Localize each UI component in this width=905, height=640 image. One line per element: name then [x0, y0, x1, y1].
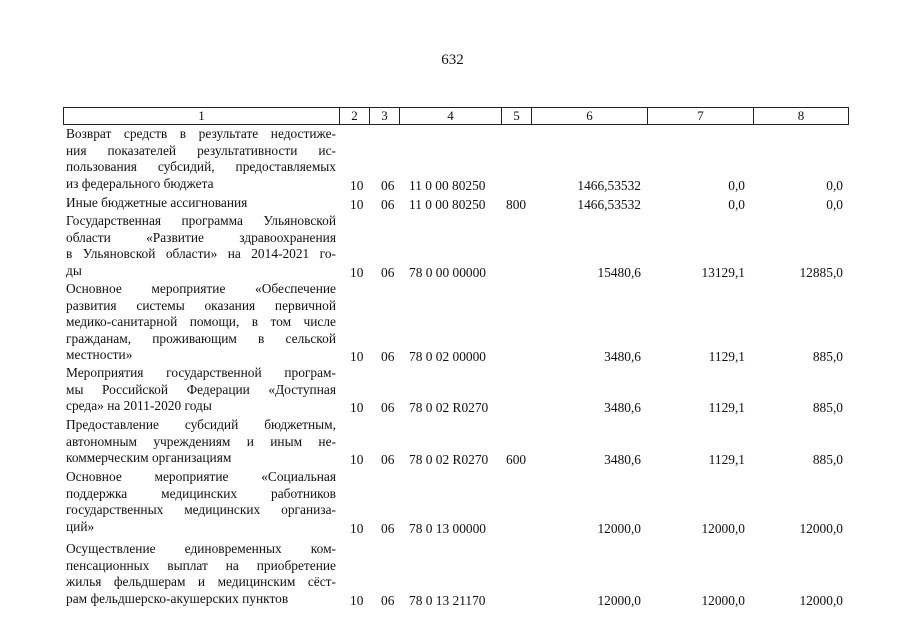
description-line: Предоставление субсидий бюджетным,: [66, 417, 336, 432]
cell-c3: 06: [381, 349, 395, 365]
row-description: [66, 417, 336, 467]
row-description: [66, 541, 336, 607]
description-line: Возврат средств в результате недостиже-: [66, 126, 336, 141]
cell-c3: 06: [381, 177, 395, 193]
cell-c4: 11 0 00 80250: [409, 177, 486, 193]
description-line: Основное мероприятие «Обеспечение: [66, 281, 336, 296]
cell-c7: 1129,1: [708, 452, 745, 468]
cell-c8: 885,0: [812, 400, 843, 416]
description-line: ния показателей результативности ис-: [66, 142, 336, 158]
cell-c3: 06: [381, 264, 395, 280]
description-line: в Ульяновской области» на 2014-2021 го-: [66, 246, 336, 262]
cell-c4: 78 0 13 21170: [409, 592, 486, 608]
description-line: медико-санитарной помощи, в том числе: [66, 314, 336, 330]
cell-c8: 0,0: [826, 177, 843, 193]
cell-c8: 885,0: [812, 349, 843, 365]
cell-c3: 06: [381, 400, 395, 416]
cell-c5: 600: [506, 452, 527, 468]
cell-c7: 1129,1: [708, 400, 745, 416]
cell-c6: 1466,53532: [577, 197, 641, 212]
description-line: Иные бюджетные ассигнования: [66, 195, 248, 210]
cell-c2: 10: [350, 520, 364, 536]
description-line: пенсационных выплат на приобретение: [66, 557, 336, 573]
description-line: автономным учреждениям и иным не-: [66, 433, 336, 449]
description-line: коммерческим организациям: [66, 450, 232, 466]
description-line: Государственная программа Ульяновской: [66, 213, 336, 228]
cell-c4: 78 0 00 00000: [409, 264, 486, 280]
cell-c4: 78 0 02 R0270: [409, 452, 489, 468]
cell-c6: 12000,0: [597, 520, 641, 536]
description-line: поддержка медицинских работников: [66, 485, 336, 501]
header-col-1: 1: [198, 108, 205, 123]
cell-c7: 13129,1: [701, 264, 745, 280]
header-col-2: 2: [339, 108, 369, 124]
description-line: Мероприятия государственной програм-: [66, 365, 336, 380]
description-line: ды: [66, 262, 82, 278]
cell-c8: 0,0: [826, 197, 843, 212]
cell-c6: 3480,6: [604, 400, 641, 416]
description-line: развития системы оказания первичной: [66, 297, 336, 313]
header-col-8: 8: [753, 108, 848, 124]
header-col-4: 4: [399, 108, 501, 124]
cell-c2: 10: [350, 264, 364, 280]
cell-c4: 78 0 13 00000: [409, 520, 486, 536]
row-description: [66, 469, 336, 535]
cell-c2: 10: [350, 400, 364, 416]
cell-c2: 10: [350, 452, 364, 468]
cell-c4: 11 0 00 80250: [409, 197, 486, 212]
description-line: ций»: [66, 518, 95, 534]
cell-c6: 15480,6: [597, 264, 641, 280]
cell-c2: 10: [350, 197, 364, 212]
description-line: Осуществление единовременных ком-: [66, 541, 336, 556]
description-line: среда» на 2011-2020 годы: [66, 398, 212, 414]
description-line: из федерального бюджета: [66, 175, 214, 191]
description-line: государственных медицинских организа-: [66, 502, 336, 518]
cell-c6: 3480,6: [604, 452, 641, 468]
description-line: Основное мероприятие «Социальная: [66, 469, 336, 484]
cell-c7: 0,0: [728, 197, 745, 212]
cell-c3: 06: [381, 520, 395, 536]
cell-c8: 12000,0: [799, 520, 843, 536]
description-line: гражданам, проживающим в сельской: [66, 330, 336, 346]
description-line: мы Российской Федерации «Доступная: [66, 381, 336, 397]
cell-c6: 1466,53532: [577, 177, 641, 193]
row-description: [66, 281, 336, 364]
header-col-7: 7: [647, 108, 753, 124]
cell-c2: 10: [350, 177, 364, 193]
cell-c2: 10: [350, 592, 364, 608]
header-col-5: 5: [501, 108, 531, 124]
cell-c6: 3480,6: [604, 349, 641, 365]
cell-c5: 800: [506, 197, 527, 212]
cell-c7: 12000,0: [701, 520, 745, 536]
cell-c4: 78 0 02 R0270: [409, 400, 489, 416]
description-line: жилья фельдшерам и медицинским сёст-: [66, 574, 336, 590]
cell-c8: 885,0: [812, 452, 843, 468]
cell-c3: 06: [381, 197, 395, 212]
cell-c7: 12000,0: [701, 592, 745, 608]
row-description: [66, 365, 336, 415]
description-line: области «Развитие здравоохранения: [66, 229, 336, 245]
cell-c7: 0,0: [728, 177, 745, 193]
description-line: пользования субсидий, предоставляемых: [66, 159, 336, 175]
cell-c4: 78 0 02 00000: [409, 349, 486, 365]
header-col-6: 6: [531, 108, 647, 124]
cell-c6: 12000,0: [597, 592, 641, 608]
cell-c2: 10: [350, 349, 364, 365]
row-description: [66, 195, 336, 212]
page-number: 632: [441, 52, 464, 68]
cell-c3: 06: [381, 592, 395, 608]
row-description: [66, 126, 336, 192]
cell-c8: 12885,0: [799, 264, 843, 280]
cell-c7: 1129,1: [708, 349, 745, 365]
description-line: рам фельдшерско-акушерских пунктов: [66, 590, 289, 606]
description-line: местности»: [66, 347, 133, 363]
cell-c3: 06: [381, 452, 395, 468]
header-col-3: 3: [369, 108, 399, 124]
table-header: [63, 107, 849, 125]
row-description: [66, 213, 336, 279]
cell-c8: 12000,0: [799, 592, 843, 608]
